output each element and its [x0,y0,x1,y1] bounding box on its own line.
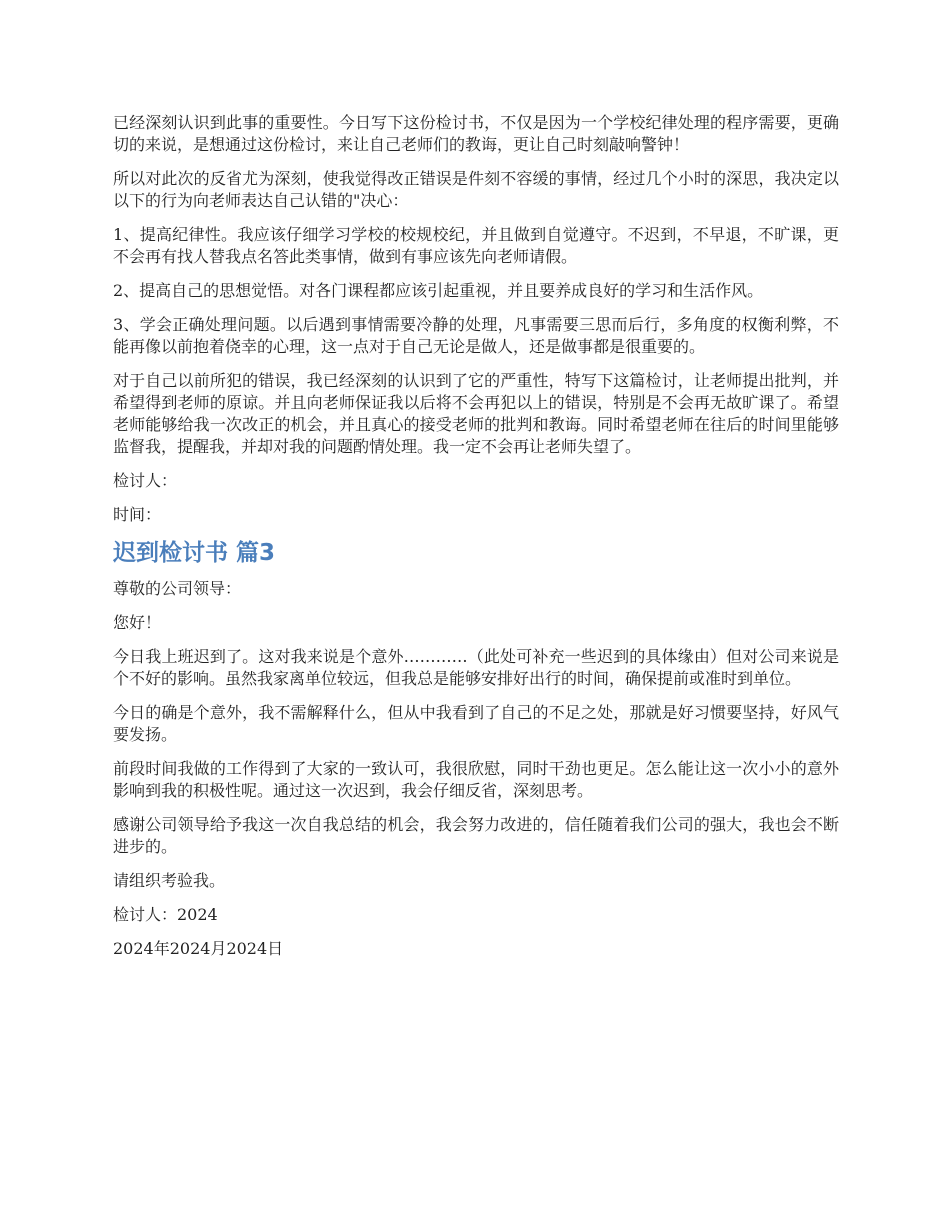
date-label: 时间： [113,505,162,524]
paragraph: 前段时间我做的工作得到了大家的一致认可，我很欣慰，同时干劲也更足。怎么能让这一次小小的意外影响到我的积极性呢。通过这一次迟到，我会仔细反省，深刻思考。 [113,759,839,800]
greeting: 您好！ [113,613,162,632]
salutation: 尊敬的公司领导： [113,579,242,598]
paragraph: 对于自己以前所犯的错误，我已经深刻的认识到了它的严重性，特写下这篇检讨，让老师提出批判，并希望得到老师的原谅。并且向老师保证我以后将不会再犯以上的错误，特别是不会再无故旷课了。希望老师能够给我一次改正的机会，并且真心的接受老师的批判和教诲。同时希望老师在往后的时间里能够监督我，提醒我，并却对我的问题酌情处理。我一定不会再让老师失望了。 [113,371,839,456]
paragraph: 所以对此次的反省尤为深刻，使我觉得改正错误是件刻不容缓的事情，经过几个小时的深思，我决定以以下的行为向老师表达自己认错的"决心： [113,169,839,210]
paragraph: 今日我上班迟到了。这对我来说是个意外…………（此处可补充一些迟到的具体缘由）但对公司来说是个不好的影响。虽然我家离单位较远，但我总是能够安排好出行的时间，确保提前或准时到单位。 [113,647,839,688]
list-item-3: 3、学会正确处理问题。以后遇到事情需要冷静的处理，凡事需要三思而后行，多角度的权衡利弊，不能再像以前抱着侥幸的心理，这一点对于自己无论是做人，还是做事都是很重要的。 [113,315,839,356]
paragraph: 已经深刻认识到此事的重要性。今日写下这份检讨书，不仅是因为一个学校纪律处理的程序需要，更确切的来说，是想通过这份检讨，来让自己老师们的教诲，更让自己时刻敲响警钟！ [113,113,839,154]
paragraph: 请组织考验我。 [113,871,226,890]
list-item-2: 2、提高自己的思想觉悟。对各门课程都应该引起重视，并且要养成良好的学习和生活作风。 [113,281,764,300]
section-heading: 迟到检讨书 篇3 [113,540,276,566]
paragraph: 今日的确是个意外，我不需解释什么，但从中我看到了自己的不足之处，那就是好习惯要坚持，好风气要发扬。 [113,703,839,744]
signer-label: 检讨人： [113,471,178,490]
signer-line: 检讨人：2024 [113,905,218,924]
paragraph: 感谢公司领导给予我这一次自我总结的机会，我会努力改进的，信任随着我们公司的强大，我也会不断进步的。 [113,815,839,856]
list-item-1: 1、提高纪律性。我应该仔细学习学校的校规校纪，并且做到自觉遵守。不迟到，不早退，不旷课，更不会再有找人替我点名答此类事情，做到有事应该先向老师请假。 [113,225,839,266]
date-line: 2024年2024月2024日 [113,939,284,958]
document-page [113,112,839,972]
